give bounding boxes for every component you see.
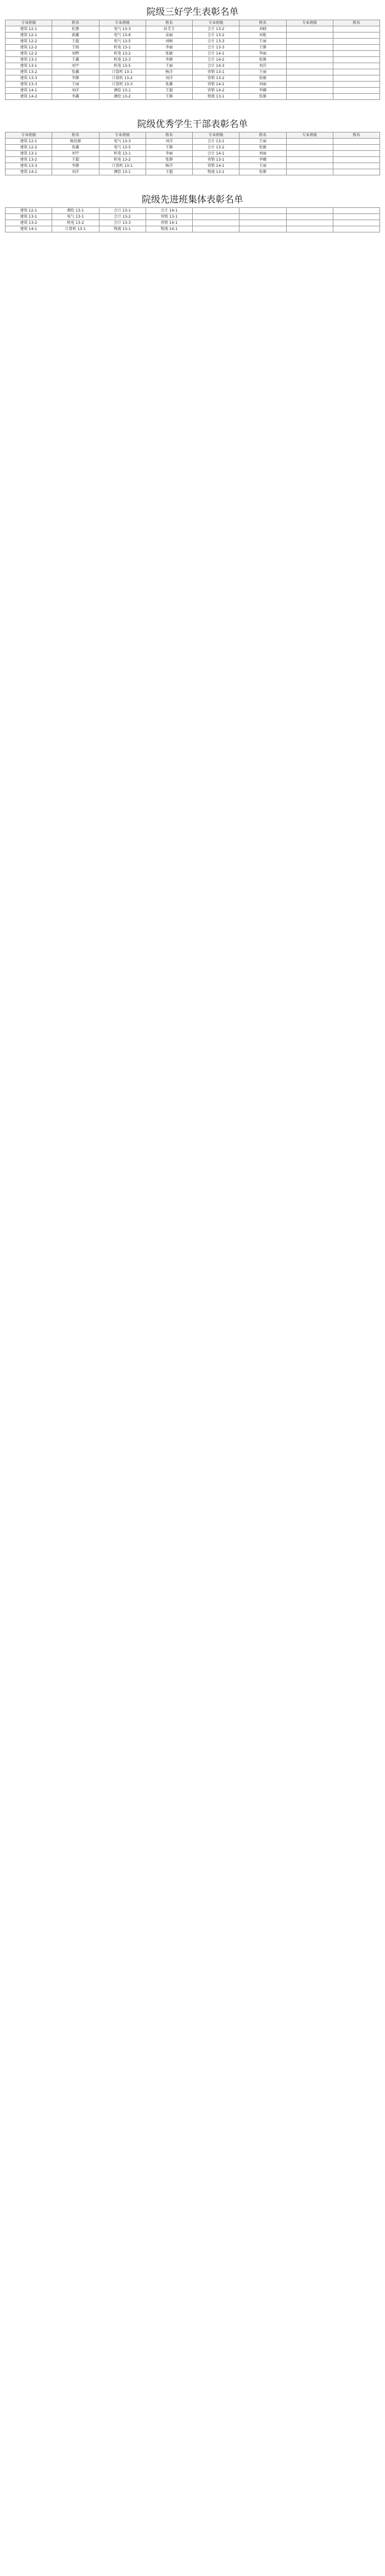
table-cell: 王静: [146, 94, 192, 100]
table-row: [6, 163, 380, 169]
column-header: 姓名: [333, 20, 379, 26]
table-row: [6, 220, 380, 226]
column-header: 专业班级: [286, 20, 333, 26]
table-cell: 建筑 12-2: [6, 145, 52, 151]
table-cell: 物流 13-1: [193, 169, 239, 175]
table-cell: 王丽: [239, 163, 286, 169]
table-cell: 电气 13-1: [52, 214, 99, 220]
table-cell: 刘晓: [239, 26, 286, 33]
table-cell: 营销 13-1: [146, 214, 192, 220]
table-cell: [286, 220, 333, 226]
table-cell: [286, 69, 333, 75]
table-cell: 杨洋: [146, 69, 192, 75]
column-header: 专业班级: [99, 20, 146, 26]
table-cell: [333, 75, 379, 82]
table-cell: 会计 13-1: [99, 208, 146, 214]
table-cell: 建筑 14-2: [6, 94, 52, 100]
table-cell: 建筑 14-1: [6, 226, 52, 232]
column-header: 姓名: [333, 132, 379, 139]
table-cell: 刘宇: [52, 151, 99, 157]
table-cell: 李丽: [146, 45, 192, 51]
table-cell: 张静: [239, 169, 286, 175]
table-cell: 电气 13-5: [99, 145, 146, 151]
table-cell: 李静: [146, 57, 192, 63]
table-cell: [286, 75, 333, 82]
table-cell: [333, 26, 379, 33]
table-cell: [333, 151, 379, 157]
table-cell: 孙艾玉: [146, 26, 192, 33]
table-row: [6, 75, 380, 82]
table-cell: [239, 220, 286, 226]
column-header: 姓名: [146, 20, 192, 26]
table-cell: 电气 13-5: [99, 39, 146, 45]
table-cell: 张静: [239, 57, 286, 63]
table-cell: 建筑 12-2: [6, 39, 52, 45]
table-cell: [286, 145, 333, 151]
table-cell: 会计 13-2: [193, 145, 239, 151]
table-cell: 刘洋: [52, 88, 99, 94]
table-cell: 建筑 12-2: [6, 45, 52, 51]
table-cell: [193, 226, 239, 232]
honor-list-document: [0, 0, 385, 232]
table-cell: 会计 14-1: [146, 208, 192, 214]
honor-table: [5, 207, 380, 232]
table-cell: [286, 151, 333, 157]
table-cell: 会计 13-1: [193, 139, 239, 145]
table-cell: 王静: [146, 145, 192, 151]
table-cell: 电气 13-3: [99, 26, 146, 33]
table-cell: 王丽: [146, 63, 192, 69]
table-cell: 王超: [146, 88, 192, 94]
table-cell: 建筑 13-2: [6, 220, 52, 226]
table-cell: 建筑 12-1: [6, 139, 52, 145]
table-cell: [333, 39, 379, 45]
table-cell: [333, 145, 379, 151]
table-cell: 杨洋: [146, 163, 192, 169]
column-header: 姓名: [52, 132, 99, 139]
table-cell: 机电 13-1: [99, 151, 146, 157]
table-cell: [333, 57, 379, 63]
table-cell: [239, 214, 286, 220]
table-row: [6, 208, 380, 214]
table-cell: 张敏: [239, 145, 286, 151]
table-cell: 王静: [239, 45, 286, 51]
table-cell: 机电 13-5: [99, 63, 146, 69]
column-header: 专业班级: [193, 132, 239, 139]
table-cell: [286, 26, 333, 33]
table-cell: 李鑫: [52, 94, 99, 100]
table-row: [6, 57, 380, 63]
table-cell: [239, 208, 286, 214]
table-cell: 建筑 12-2: [6, 51, 52, 57]
table-cell: 营销 14-2: [193, 88, 239, 94]
table-row: [6, 51, 380, 57]
table-cell: [333, 88, 379, 94]
table-cell: 刘洋: [52, 169, 99, 175]
table-cell: 杨思源: [52, 139, 99, 145]
column-header: 姓名: [52, 20, 99, 26]
table-row: [6, 145, 380, 151]
table-cell: 建筑 12-1: [6, 208, 52, 214]
table-cell: 会计 14-3: [193, 63, 239, 69]
table-cell: [286, 157, 333, 163]
table-cell: [333, 157, 379, 163]
table-cell: 建筑 12-1: [6, 33, 52, 39]
table-row: [6, 139, 380, 145]
table-cell: 王鑫: [52, 57, 99, 63]
table-cell: [286, 208, 333, 214]
table-cell: [333, 33, 379, 39]
table-cell: 刘畅: [146, 39, 192, 45]
table-cell: [286, 45, 333, 51]
table-cell: 会计 14-2: [193, 57, 239, 63]
table-cell: [333, 163, 379, 169]
table-cell: [333, 82, 379, 88]
table-cell: 会计 13-3: [193, 39, 239, 45]
table-cell: 物流 14-1: [146, 226, 192, 232]
table-cell: 营销 13-1: [193, 157, 239, 163]
table-cell: 建筑 13-1: [6, 63, 52, 69]
table-row: [6, 33, 380, 39]
table-cell: [286, 82, 333, 88]
table-cell: 刘宇: [52, 63, 99, 69]
table-cell: 会计 13-3: [193, 45, 239, 51]
table-row: [6, 151, 380, 157]
table-cell: [333, 94, 379, 100]
table-cell: 建筑 13-1: [6, 57, 52, 63]
table-cell: 建筑 14-1: [6, 169, 52, 175]
table-cell: 郭鑫: [52, 33, 99, 39]
section-title: 院级先进班集体表彰名单: [141, 194, 243, 205]
table-row: [6, 63, 380, 69]
table-cell: [333, 208, 379, 214]
table-cell: 电气 13-3: [99, 139, 146, 145]
table-cell: 李静: [52, 75, 99, 82]
table-cell: 刘辉: [52, 51, 99, 57]
table-cell: 计算机 13-2: [99, 75, 146, 82]
table-row: [6, 88, 380, 94]
table-cell: 王超: [52, 157, 99, 163]
table-cell: 机电 13-3: [99, 57, 146, 63]
table-cell: 王丽: [239, 39, 286, 45]
column-header: 专业班级: [286, 132, 333, 139]
table-cell: 会计 13-2: [193, 33, 239, 39]
table-row: [6, 214, 380, 220]
section-honor-students: [5, 4, 380, 100]
table-cell: [193, 220, 239, 226]
table-cell: 建筑 13-3: [6, 163, 52, 169]
table-cell: 测绘 13-2: [99, 94, 146, 100]
table-cell: [286, 169, 333, 175]
table-cell: [286, 163, 333, 169]
column-header: 专业班级: [6, 132, 52, 139]
table-cell: [333, 214, 379, 220]
column-header: 专业班级: [193, 20, 239, 26]
column-header: 姓名: [146, 132, 192, 139]
table-cell: 王丽: [239, 69, 286, 75]
table-cell: [286, 51, 333, 57]
table-cell: 营销 13-1: [193, 69, 239, 75]
table-row: [6, 82, 380, 88]
table-cell: [333, 69, 379, 75]
table-cell: 营销 14-1: [193, 163, 239, 169]
table-cell: 会计 14-1: [193, 51, 239, 57]
section-advanced-classes: [5, 191, 380, 232]
table-cell: 测绘 13-1: [99, 88, 146, 94]
table-cell: 会计 13-2: [193, 26, 239, 33]
column-header: 专业班级: [6, 20, 52, 26]
column-header: 姓名: [239, 132, 286, 139]
table-cell: 杜静: [52, 26, 99, 33]
table-cell: 建筑 13-1: [6, 151, 52, 157]
table-cell: 计算机 13-1: [99, 69, 146, 75]
table-cell: 测绘 13-1: [52, 208, 99, 214]
table-cell: 张静: [239, 94, 286, 100]
table-cell: 测绘 13-1: [99, 169, 146, 175]
table-cell: [286, 94, 333, 100]
table-cell: [239, 226, 286, 232]
table-cell: 营销 14-1: [193, 82, 239, 88]
table-cell: 王丽: [52, 82, 99, 88]
table-cell: 建筑 13-2: [6, 69, 52, 75]
table-cell: 李静: [52, 163, 99, 169]
table-row: [6, 157, 380, 163]
table-cell: [333, 169, 379, 175]
table-cell: [286, 226, 333, 232]
table-cell: 计算机 13-1: [99, 163, 146, 169]
table-cell: 张敏: [146, 51, 192, 57]
table-cell: 机电 13-2: [52, 220, 99, 226]
table-cell: [333, 139, 379, 145]
table-cell: 建筑 13-1: [6, 214, 52, 220]
table-row: [6, 94, 380, 100]
table-cell: 营销 13-2: [193, 75, 239, 82]
table-cell: 刘洋: [239, 63, 286, 69]
honor-table: [5, 20, 380, 100]
table-cell: 建筑 13-2: [6, 157, 52, 163]
table-cell: 机电 13-2: [99, 157, 146, 163]
table-row: [6, 45, 380, 51]
table-cell: [286, 214, 333, 220]
table-cell: [193, 208, 239, 214]
table-header-row: [6, 20, 380, 26]
table-cell: 建筑 12-1: [6, 26, 52, 33]
table-cell: 张鑫: [146, 82, 192, 88]
table-cell: 计算机 13-3: [99, 82, 146, 88]
section-outstanding-cadres: [5, 116, 380, 175]
table-cell: 电气 13-6: [99, 33, 146, 39]
table-cell: 会计 13-2: [99, 214, 146, 220]
table-cell: 会计 14-1: [193, 151, 239, 157]
table-row: [6, 226, 380, 232]
table-cell: 李丽: [239, 51, 286, 57]
table-cell: 建筑 14-1: [6, 88, 52, 94]
table-cell: 王晓: [52, 45, 99, 51]
section-title: 院级三好学生表彰名单: [146, 6, 239, 17]
table-cell: [193, 214, 239, 220]
table-cell: [286, 139, 333, 145]
table-cell: [333, 45, 379, 51]
table-cell: 姜丽: [146, 33, 192, 39]
table-row: [6, 169, 380, 175]
table-cell: 张敏: [239, 75, 286, 82]
table-cell: 李丽: [146, 151, 192, 157]
table-cell: 机电 13-2: [99, 51, 146, 57]
table-cell: 物流 13-1: [99, 226, 146, 232]
table-cell: [286, 88, 333, 94]
table-cell: 建筑 13-3: [6, 75, 52, 82]
honor-table: [5, 132, 380, 175]
table-row: [6, 69, 380, 75]
table-row: [6, 39, 380, 45]
table-cell: 营销 14-1: [146, 220, 192, 226]
table-cell: 刘洋: [146, 139, 192, 145]
table-cell: [333, 63, 379, 69]
table-cell: 王超: [146, 169, 192, 175]
table-header-row: [6, 132, 380, 139]
column-header: 姓名: [239, 20, 286, 26]
table-cell: 建筑 13-3: [6, 82, 52, 88]
column-header: 专业班级: [99, 132, 146, 139]
table-cell: 张鑫: [52, 145, 99, 151]
table-cell: 王超: [52, 39, 99, 45]
table-cell: 张静: [146, 157, 192, 163]
table-cell: [286, 39, 333, 45]
table-cell: 物流 13-1: [193, 94, 239, 100]
table-cell: [286, 57, 333, 63]
table-cell: 刘丽: [239, 82, 286, 88]
table-cell: [333, 220, 379, 226]
table-cell: 李娜: [239, 88, 286, 94]
table-cell: 计算机 13-1: [52, 226, 99, 232]
table-cell: [286, 63, 333, 69]
table-cell: 张鑫: [52, 69, 99, 75]
section-title: 院级优秀学生干部表彰名单: [137, 118, 248, 129]
table-cell: 会计 13-3: [99, 220, 146, 226]
table-cell: 王丽: [239, 139, 286, 145]
table-row: [6, 26, 380, 33]
table-cell: [286, 33, 333, 39]
table-cell: 刘丽: [239, 151, 286, 157]
table-cell: 刘洋: [146, 75, 192, 82]
table-cell: 刘艳: [239, 33, 286, 39]
table-cell: [333, 51, 379, 57]
table-cell: 李娜: [239, 157, 286, 163]
table-cell: 机电 13-1: [99, 45, 146, 51]
table-cell: [333, 226, 379, 232]
